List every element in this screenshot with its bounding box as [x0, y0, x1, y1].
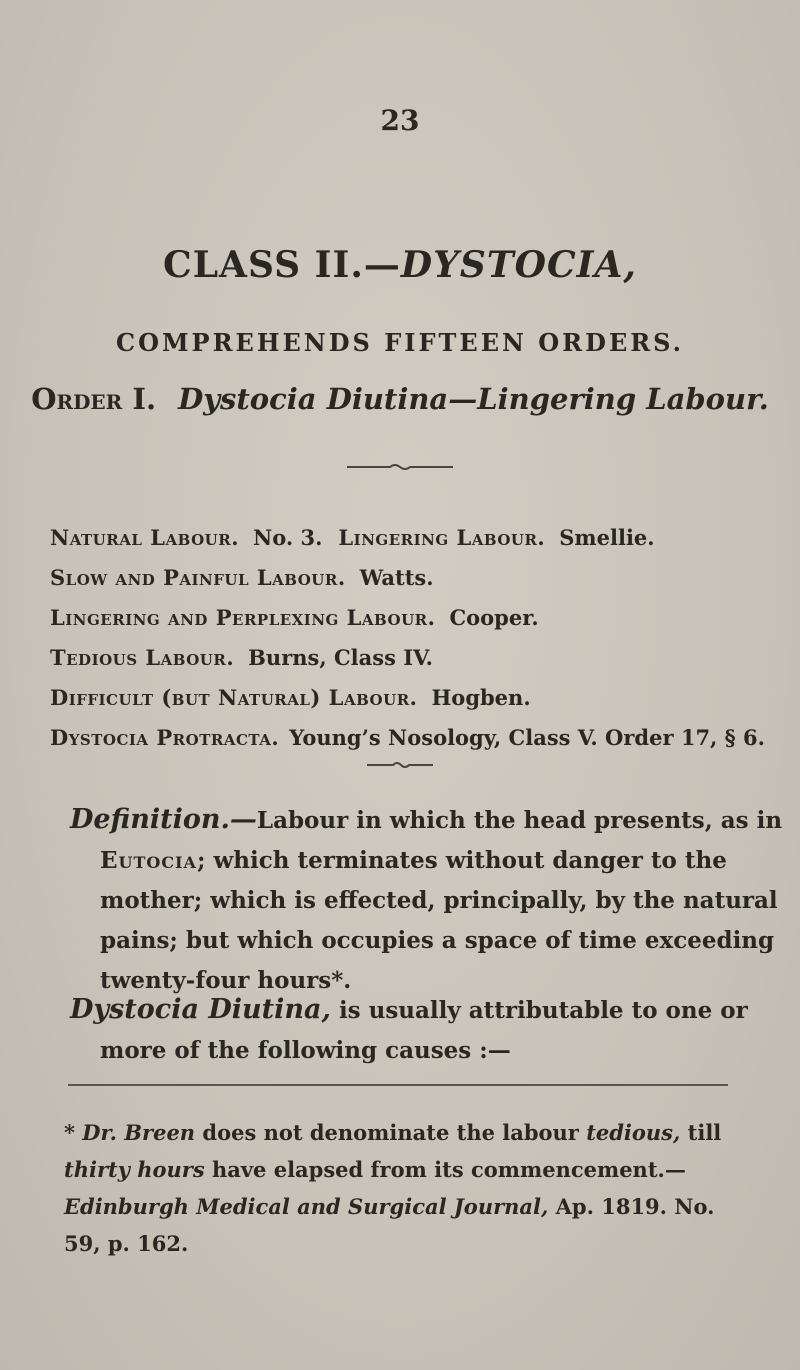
synonym-author: Watts. [359, 565, 434, 590]
synonym-list [50, 518, 770, 758]
order-label: Order I. [31, 382, 157, 416]
order-heading [0, 382, 800, 416]
footnote-text: Ap. 1819. No. 59, p. 162. [64, 1194, 715, 1256]
synonym-term: Tedious Labour. [50, 645, 235, 670]
footnote-text: does not denominate the labour [195, 1120, 587, 1145]
footnote [64, 1114, 754, 1262]
class-heading-prefix: CLASS II.— [163, 244, 401, 286]
class-heading-name: DYSTOCIA, [400, 244, 637, 286]
synonym-term: Difficult (but Natural) Labour. [50, 685, 418, 710]
page-number: 23 [380, 104, 420, 137]
definition-paragraph [70, 800, 790, 1001]
synonym-row [50, 598, 770, 638]
footnote-mark: * [64, 1120, 83, 1145]
definition-lead: Definition.— [70, 804, 257, 835]
footnote-journal: Edinburgh Medical and Surgical Journal, [64, 1194, 549, 1219]
synonym-author: No. 3. [253, 525, 323, 550]
class-heading [0, 244, 800, 286]
synonym-term: Slow and Painful Labour. [50, 565, 346, 590]
synonym-row [50, 678, 770, 718]
synonym-term: Natural Labour. [50, 525, 240, 550]
order-title: Dystocia Diutina—Lingering Labour. [178, 382, 769, 416]
footnote-text: have elapsed from its commencement.— [204, 1157, 686, 1182]
synonym-author: Smellie. [559, 525, 655, 550]
ornament-divider [0, 760, 800, 770]
synonym-row [50, 558, 770, 598]
definition-eutocia: Eutocia [100, 847, 197, 874]
synonym-term: Lingering Labour. [338, 525, 546, 550]
synonym-author: Burns, Class IV. [248, 645, 433, 670]
synonym-author: Cooper. [449, 605, 539, 630]
definition-text: ; which terminates without danger to the mother; which is effected, principally, by the natural pains; but which occupies a space of time exceeding twenty-four hours*. [100, 847, 778, 994]
causes-lead: Dystocia Diutina, [70, 994, 331, 1025]
ornament-divider [0, 462, 800, 472]
synonym-author: Young’s Nosology, Class V. Order 17, § 6. [289, 725, 765, 750]
synonym-row [50, 638, 770, 678]
footnote-text: till [680, 1120, 722, 1145]
footnote-emphasis: thirty hours [64, 1157, 205, 1182]
synonym-row [50, 718, 770, 758]
definition-text: Labour in which the head presents, as in [256, 807, 783, 834]
footnote-author: Dr. Breen [82, 1120, 196, 1145]
causes-text: is usually attributable to one or more of the following causes :— [100, 997, 748, 1064]
synonym-term: Lingering and Perplexing Labour. [50, 605, 436, 630]
synonym-row [50, 518, 770, 558]
synonym-term: Dystocia Protracta. [50, 725, 280, 750]
synonym-author: Hogben. [431, 685, 531, 710]
footnote-emphasis: tedious, [586, 1120, 681, 1145]
orders-heading: COMPREHENDS FIFTEEN ORDERS. [115, 328, 685, 357]
causes-paragraph [70, 990, 790, 1071]
footnote-rule [68, 1084, 728, 1086]
